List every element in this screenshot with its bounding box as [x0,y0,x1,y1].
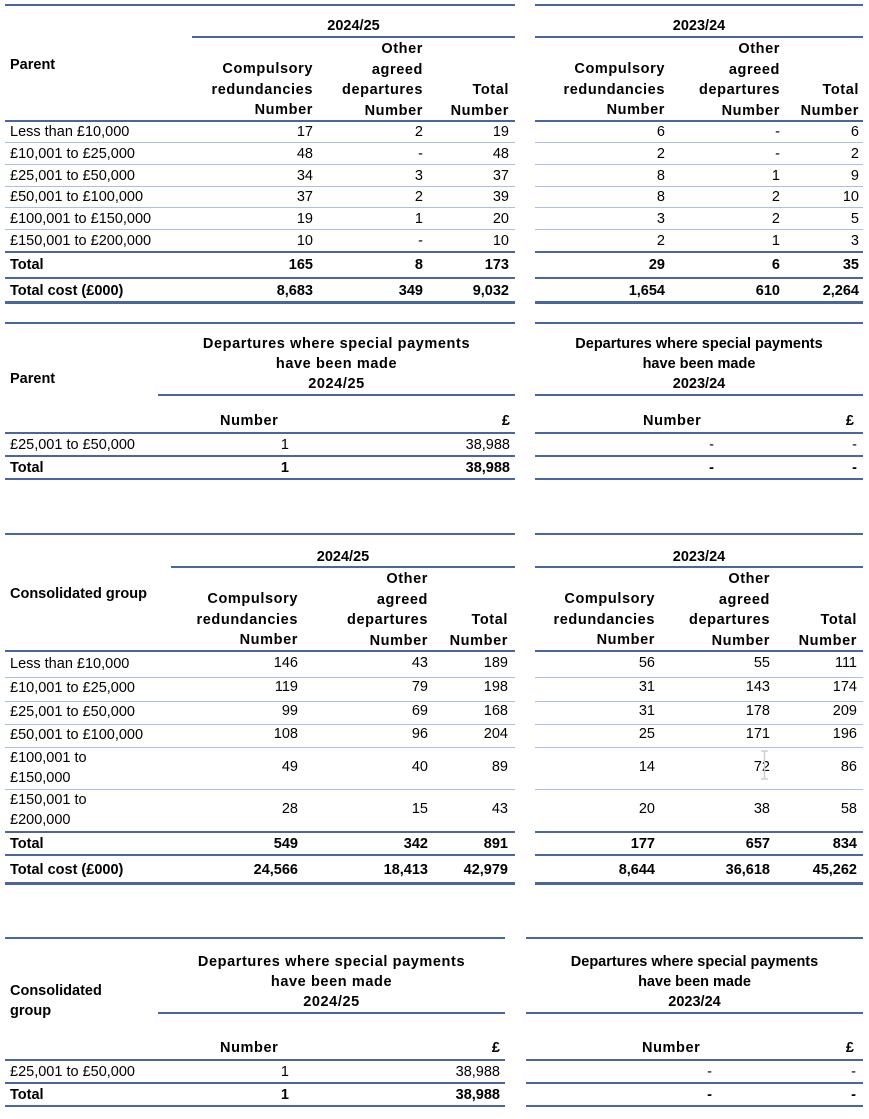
cell-value: 25 [638,726,655,742]
col-header-compulsory: Compulsory redundancies Number [553,591,655,648]
cell-value: 10 [492,233,509,249]
rule [5,164,515,165]
rule [5,455,515,457]
cell-amount: - [851,1064,856,1080]
cell-amount: 38,988 [455,1087,500,1103]
rule [535,277,863,279]
col-header-pound: £ [501,413,510,429]
cell-value: 3 [850,233,859,249]
cell-value: 8 [656,189,665,205]
cell-value: 1,654 [628,283,665,299]
cell-value: 2 [414,124,423,140]
header-rule [535,394,863,396]
cell-value: 6 [850,124,859,140]
cell-value: 198 [483,679,508,695]
cell-value: 8 [414,257,423,273]
cell-value: 48 [296,146,313,162]
period-rule [192,36,515,38]
section-rule [535,533,863,535]
cell-number: 1 [280,460,289,476]
cell-value: 1 [771,233,780,249]
total-label: Total [10,257,44,273]
cell-value: 196 [832,726,857,742]
rule [526,1059,863,1061]
cell-value: 29 [648,257,665,273]
band-label-line: £10,001 to £25,000 [10,680,135,696]
row-label-header: Parent [10,371,56,387]
rule [535,724,863,725]
cell-value: 49 [281,759,298,775]
col-header-pound: £ [845,1040,854,1056]
cell-value: 43 [491,801,508,817]
special-header-2024-25: Departures where special payments have been made 2024/25 [197,954,466,1010]
cell-value: 168 [483,703,508,719]
cell-value: 9,032 [472,283,509,299]
col-header-other: Other agreed departures Number [347,571,428,649]
cell-value: 28 [281,801,298,817]
cell-value: 39 [492,189,509,205]
cell-amount: - [852,437,857,453]
cell-value: 3 [414,168,423,184]
cell-value: 20 [638,801,655,817]
period-header-2023-24: 2023/24 [672,18,726,34]
total-cost-label: Total cost (£000) [10,862,124,878]
cell-value: 24,566 [253,862,298,878]
header-rule [5,120,515,122]
col-header-total: Total Number [800,82,859,119]
cell-value: 1 [771,168,780,184]
cell-value: 8 [656,168,665,184]
cell-value: 111 [834,655,857,671]
cell-value: 173 [484,257,509,273]
col-header-number: Number [643,413,702,429]
cell-value: 891 [483,836,508,852]
band-label [10,748,87,788]
rule [5,478,515,480]
cell-number: - [709,437,714,453]
rule [535,854,863,856]
period-rule [535,566,863,568]
band-label-line: £150,000 [10,770,71,786]
col-header-number: Number [642,1040,701,1056]
cell-value: 48 [492,146,509,162]
rule [5,251,515,253]
cell-value: 209 [832,703,857,719]
special-header-2023-24: Departures where special payments have been made 2023/24 [575,336,823,392]
cell-value: 5 [850,211,859,227]
cell-number: - [709,460,714,476]
cell-value: 14 [638,759,655,775]
rule [535,142,863,143]
cell-value: 45,262 [812,862,857,878]
col-header-other: Other agreed departures Number [689,571,770,649]
cell-value: 610 [755,283,780,299]
cell-value: 56 [638,655,655,671]
rule [535,186,863,187]
col-header-compulsory: Compulsory redundancies Number [196,591,298,648]
col-header-other: Other agreed departures Number [342,41,423,119]
row-label-header: Consolidated group [10,983,102,1019]
col-header-other: Other agreed departures Number [699,41,780,119]
rule [5,1105,505,1107]
rule [5,277,515,279]
section-rule [526,937,863,939]
text-cursor-icon [761,750,768,780]
rule [5,229,515,230]
special-header-2024-25: Departures where special payments have been made 2024/25 [202,336,471,392]
cell-value: 99 [281,703,298,719]
cell-value: 6 [771,257,780,273]
col-header-total: Total Number [449,612,508,649]
cell-value: 189 [483,655,508,671]
band-label: Less than £10,000 [10,124,130,140]
cell-amount: 38,988 [465,437,510,453]
cell-value: 349 [398,283,423,299]
cell-value: 204 [483,726,508,742]
cell-value: 2,264 [822,283,859,299]
cell-value: 8,683 [276,283,313,299]
rule [5,1059,505,1061]
cell-value: 18,413 [383,862,428,878]
cell-value: 342 [403,836,428,852]
cell-value: 108 [273,726,298,742]
cell-number: 1 [280,1064,289,1080]
band-label: £150,001 to £200,000 [10,233,152,249]
cell-value: 15 [411,801,428,817]
band-label: £25,001 to £50,000 [10,437,135,453]
cell-value: 19 [296,211,313,227]
cell-value: 657 [745,836,770,852]
cell-number: - [707,1064,712,1080]
col-header-compulsory: Compulsory redundancies Number [211,61,313,118]
total-label: Total [10,1087,44,1103]
section-rule [5,322,515,324]
rule [535,747,863,748]
band-label: £100,001 to £150,000 [10,211,152,227]
col-header-number: Number [220,1040,279,1056]
rule [5,831,515,833]
cell-amount: - [851,1087,856,1103]
cell-value: 2 [656,233,665,249]
rule [5,1082,505,1084]
cell-value: 165 [288,257,313,273]
rule [5,207,515,208]
section-rule [5,533,515,535]
band-label-line: £200,000 [10,812,71,828]
rule [526,1082,863,1084]
row-label-header: Parent [10,57,56,73]
top-rule-right [535,4,863,6]
cell-value: 34 [296,168,313,184]
cell-value: 36,618 [725,862,770,878]
cell-value: 40 [411,759,428,775]
cell-value: 1 [414,211,423,227]
cell-value: 89 [491,759,508,775]
total-label: Total [10,836,44,852]
cell-value: 549 [273,836,298,852]
cell-value: 171 [745,726,770,742]
cell-value: 79 [411,679,428,695]
col-header-number: Number [220,413,279,429]
cell-value: 10 [296,233,313,249]
total-label: Total [10,460,44,476]
cell-value: 2 [656,146,665,162]
band-label-line: £150,001 to [10,792,87,808]
cell-value: 37 [296,189,313,205]
cell-value: 146 [273,655,298,671]
cell-value: 31 [638,679,655,695]
cell-value: 58 [840,801,857,817]
total-cost-label: Total cost (£000) [10,283,124,299]
col-header-total: Total Number [450,82,509,119]
band-label-line: £50,001 to £100,000 [10,727,144,743]
band-label [10,702,135,722]
rule [535,229,863,230]
cell-value: 174 [832,679,857,695]
band-label-line: Less than £10,000 [10,656,130,672]
rule [5,142,515,143]
cell-value: 177 [630,836,655,852]
band-label: £25,001 to £50,000 [10,168,135,184]
row-label-header: Consolidated group [10,586,147,602]
rule [5,301,515,304]
cell-value: 119 [274,679,298,695]
period-rule [535,36,863,38]
top-rule-left [5,4,515,6]
cell-value: 38 [753,801,770,817]
band-label [10,725,143,745]
rule [535,701,863,702]
band-label: £10,001 to £25,000 [10,146,135,162]
cell-value: 10 [842,189,859,205]
cell-amount: - [852,460,857,476]
rule [535,432,863,434]
rule [535,455,863,457]
cell-value: 37 [492,168,509,184]
cell-value: 178 [745,703,770,719]
cell-value: 86 [840,759,857,775]
rule [535,882,863,885]
band-label: £25,001 to £50,000 [10,1064,135,1080]
header-rule [526,1012,863,1014]
cell-value: 72 [753,759,770,775]
cell-amount: 38,988 [455,1064,500,1080]
cell-value: 96 [411,726,428,742]
cell-value: 3 [656,211,665,227]
cell-value: - [418,233,423,249]
section-rule [535,322,863,324]
special-header-2023-24: Departures where special payments have been made 2023/24 [570,954,819,1010]
band-label-line: £25,001 to £50,000 [10,704,135,720]
band-label [10,678,135,698]
cell-value: 17 [296,124,313,140]
header-rule [535,650,863,652]
rule [535,164,863,165]
rule [535,478,863,480]
cell-value: 9 [850,168,859,184]
cell-value: 2 [414,189,423,205]
rule [535,677,863,678]
col-header-pound: £ [845,413,854,429]
band-label: £50,001 to £100,000 [10,189,144,205]
cell-value: - [775,124,780,140]
cell-value: 2 [771,211,780,227]
period-header-2024-25: 2024/25 [327,18,380,34]
header-rule [535,120,863,122]
cell-value: 6 [656,124,665,140]
rule [5,882,515,885]
cell-value: 20 [492,211,509,227]
band-label [10,654,129,674]
cell-value: 42,979 [463,862,508,878]
band-label-line: £100,001 to [10,750,87,766]
cell-value: 2 [850,146,859,162]
period-header-2023-24: 2023/24 [672,549,726,565]
col-header-compulsory: Compulsory redundancies Number [563,61,665,118]
cell-value: - [418,146,423,162]
rule [535,831,863,833]
period-header-2024-25: 2024/25 [316,549,370,565]
cell-value: 2 [771,189,780,205]
cell-value: 19 [492,124,509,140]
cell-value: 143 [745,679,770,695]
cell-number: 1 [280,1087,289,1103]
section-rule [5,937,505,939]
header-rule [5,650,515,652]
rule [535,207,863,208]
rule [535,301,863,304]
cell-value: 834 [832,836,857,852]
cell-value: 31 [638,703,655,719]
cell-value: 55 [753,655,770,671]
col-header-pound: £ [491,1040,500,1056]
rule [5,854,515,856]
cell-value: 35 [842,257,859,273]
col-header-total: Total Number [798,612,857,649]
rule [526,1105,863,1107]
cell-number: - [707,1087,712,1103]
period-rule [171,566,515,568]
header-rule [158,394,515,396]
header-rule [158,1012,505,1014]
band-label [10,790,87,830]
rule [535,251,863,253]
cell-amount: 38,988 [465,460,510,476]
rule [5,186,515,187]
cell-number: 1 [280,437,289,453]
rule [5,432,515,434]
cell-value: 8,644 [618,862,655,878]
cell-value: 69 [411,703,428,719]
cell-value: - [775,146,780,162]
rule [535,789,863,790]
cell-value: 43 [411,655,428,671]
